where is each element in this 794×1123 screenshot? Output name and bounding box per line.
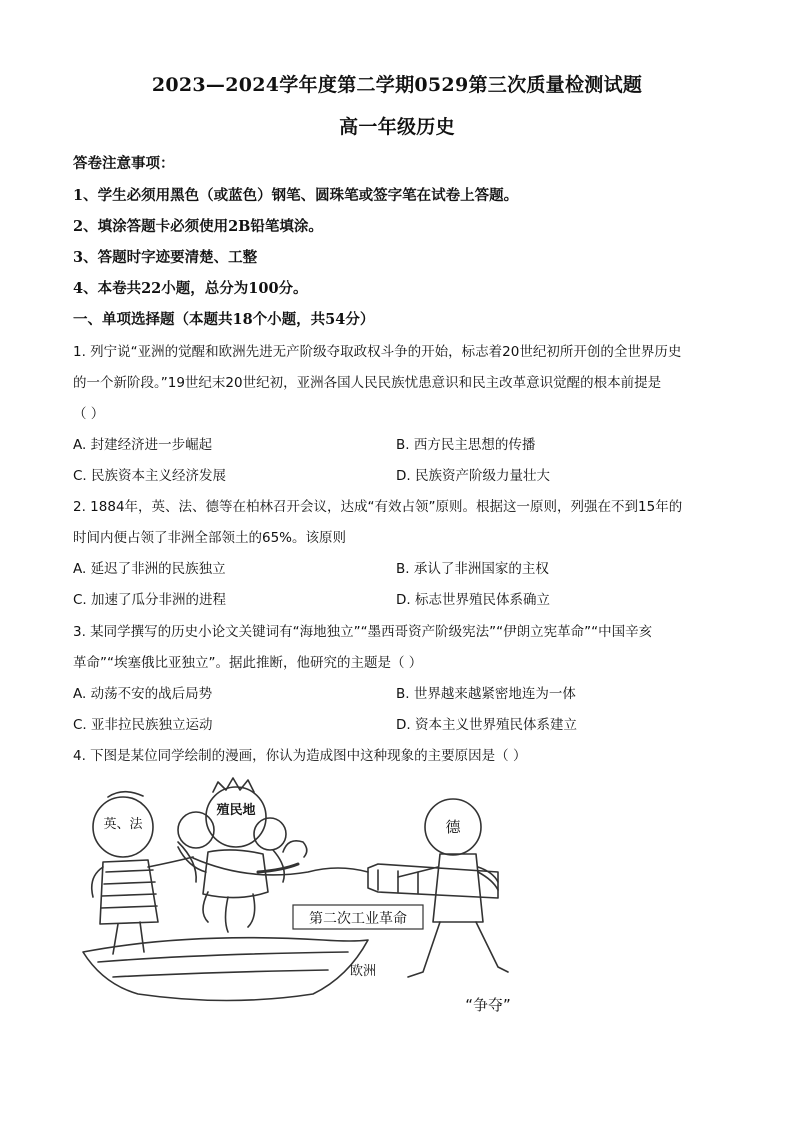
question-3-option-d: D. 资本主义世界殖民体系建立	[396, 717, 577, 733]
question-3-text: 3. 某同学撰写的历史小论文关键词有“海地独立”“墨西哥资产阶级宪法”“伊朗立宪革命”“中国辛亥	[73, 624, 653, 640]
question-1-text: 1. 列宁说“亚洲的觉醒和欧洲先进无产阶级夺取政权斗争的开始，标志着20世纪初所开创的全世界历史	[73, 344, 682, 360]
question-2-option-d: D. 标志世界殖民体系确立	[396, 592, 550, 608]
question-1-option-b: B. 西方民主思想的传播	[396, 437, 536, 453]
question-3-text: 革命”“埃塞俄比亚独立”。据此推断，他研究的主题是（ ）	[73, 655, 423, 671]
section-heading: 一、单项选择题（本题共18个小题，共54分）	[73, 311, 375, 328]
question-1-option-d: D. 民族资产阶级力量壮大	[396, 468, 550, 484]
note-item: 4、本卷共22小题，总分为100分。	[73, 280, 308, 297]
question-1-text: 的一个新阶段。”19世纪末20世纪初，亚洲各国人民民族忧患意识和民主改革意识觉醒的根本前提是	[73, 375, 662, 391]
note-item: 3、答题时字迹要清楚、工整	[73, 249, 258, 266]
cartoon-boat-label: 欧洲	[349, 964, 377, 979]
question-3-option-b: B. 世界越来越紧密地连为一体	[396, 686, 576, 702]
note-item: 2、填涂答题卡必须使用2B铅笔填涂。	[73, 218, 323, 235]
note-item: 1、学生必须用黑色（或蓝色）钢笔、圆珠笔或签字笔在试卷上答题。	[73, 187, 519, 204]
boat-shape	[83, 938, 368, 1001]
notes-heading: 答卷注意事项：	[73, 155, 175, 172]
cartoon-colony-label: 殖民地	[216, 803, 256, 818]
exam-title: 2023—2024学年度第二学期0529第三次质量检测试题	[151, 74, 643, 96]
cartoon-caption: “争夺”	[465, 996, 511, 1014]
question-4-text: 4. 下图是某位同学绘制的漫画，你认为造成图中这种现象的主要原因是（ ）	[73, 748, 527, 764]
question-2-option-c: C. 加速了瓜分非洲的进程	[73, 592, 227, 608]
exam-subtitle: 高一年级历史	[339, 116, 455, 138]
question-3-option-c: C. 亚非拉民族独立运动	[73, 717, 213, 733]
cartoon-image	[78, 772, 548, 1022]
cartoon-weapon-label: 第二次工业革命	[309, 911, 407, 927]
question-2-option-a: A. 延迟了非洲的民族独立	[73, 561, 226, 577]
cartoon-drawing	[78, 772, 548, 1022]
question-1-text: （ ）	[73, 406, 105, 422]
question-2-option-b: B. 承认了非洲国家的主权	[396, 561, 549, 577]
question-1-option-c: C. 民族资本主义经济发展	[73, 468, 227, 484]
question-2-text: 时间内便占领了非洲全部领土的65%。该原则	[73, 530, 347, 546]
question-1-option-a: A. 封建经济进一步崛起	[73, 437, 213, 453]
question-3-option-a: A. 动荡不安的战后局势	[73, 686, 213, 702]
cartoon-right-figure-label: 德	[445, 818, 461, 836]
cartoon-left-figure-label: 英、法	[103, 817, 143, 832]
question-2-text: 2. 1884年，英、法、德等在柏林召开会议，达成“有效占领”原则。根据这一原则，列强在不到15年的	[73, 499, 683, 515]
